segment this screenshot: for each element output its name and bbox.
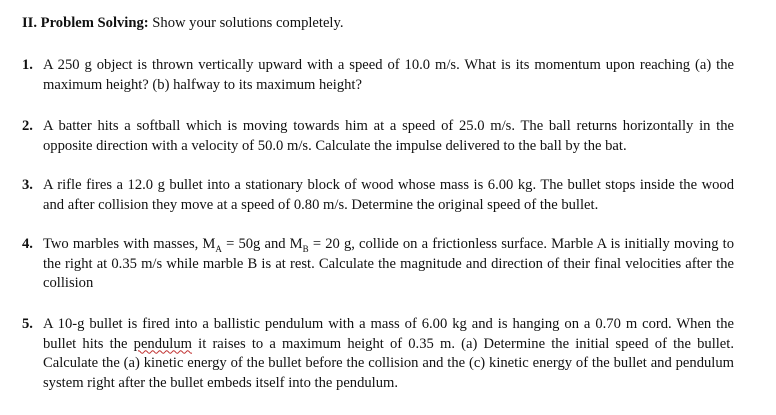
problem-text: A 250 g object is thrown vertically upward with a speed of 10.0 m/s. What is its momentum upon reaching (a) the maximum height? (b) halfway to its maximum height? xyxy=(43,57,734,93)
problem-5 xyxy=(22,315,734,393)
problem-text-part: it raises to a maximum height of 0.35 m. (a) Determine the initial speed of the bullet. Calculate the (a) kinetic energy of the bullet before the collision and the (c) kinetic energy of the bullet and pendulum system right after the bullet embeds itself into the pendulum. xyxy=(43,335,734,391)
problem-3 xyxy=(22,176,734,215)
section-title: II. Problem Solving: xyxy=(22,15,149,31)
problem-text: A batter hits a softball which is moving towards him at a speed of 25.0 m/s. The ball returns horizontally in the opposite direction with a velocity of 50.0 m/s. Calculate the impulse delivered to the ball by the bat. xyxy=(43,118,734,154)
section-instruction: Show your solutions completely. xyxy=(148,15,344,31)
problem-text: A rifle fires a 12.0 g bullet into a stationary block of wood whose mass is 6.00 kg. The bullet stops inside the wood and after collision they move at a speed of 0.80 m/s. Determine the original speed of the bullet. xyxy=(43,177,734,213)
problem-text xyxy=(43,315,734,393)
problem-text-part: A 10-g bullet is fired into a ballistic pendulum with a mass of 6.00 kg and is hanging on a 0.70 m cord. When the bullet hits the xyxy=(43,316,734,352)
problem-text-part: = 20 g, collide on a frictionless surface. Marble A is initially moving to the right at 0.35 m/s while marble B is at rest. Calculate the magnitude and direction of their final velocities after the collision xyxy=(43,236,735,292)
problem-text-part: Two marbles with masses, M xyxy=(43,236,216,252)
problem-number: 4. xyxy=(22,236,33,252)
problem-number: 3. xyxy=(22,177,33,193)
problem-1 xyxy=(22,56,734,95)
problem-number: 2. xyxy=(22,118,33,134)
mass-a-subscript: A xyxy=(215,243,222,254)
problem-4 xyxy=(22,235,734,294)
problem-text xyxy=(43,235,734,294)
problem-text-part: = 50g and M xyxy=(221,236,303,252)
problem-number: 5. xyxy=(22,316,33,332)
problem-number: 1. xyxy=(22,57,33,73)
section-heading xyxy=(22,14,343,33)
spellcheck-flagged-word[interactable]: pendulum xyxy=(133,335,193,352)
problem-2 xyxy=(22,117,734,156)
mass-b-subscript: B xyxy=(302,243,309,254)
